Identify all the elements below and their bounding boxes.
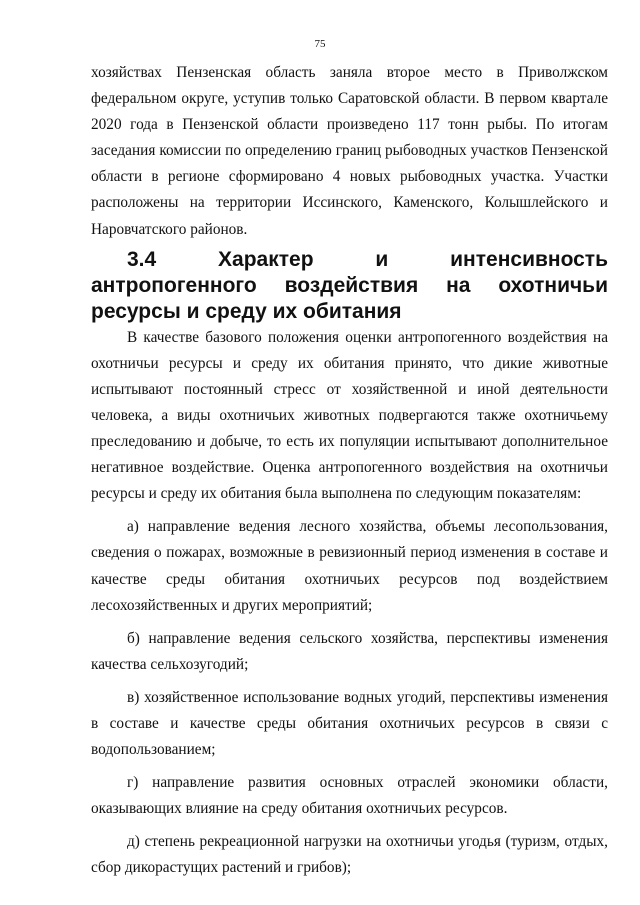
list-item-a: а) направление ведения лесного хозяйства, объемы лесопользования, сведения о пожарах, возможные в ревизионный период изменения в составе и качестве среды обитания охотничьих ресурсов под воздействием лесохозяйственных и других мероприятий;	[91, 518, 608, 614]
list-item-e: д) степень рекреационной нагрузки на охотничьи угодья (туризм, отдых, сбор дикорастущих растений и грибов);	[91, 833, 608, 877]
intro-paragraph: хозяйствах Пензенская область заняла второе место в Приволжском федеральном округе, уступив только Саратовской области. В первом квартале 2020 года в Пензенской области произведено 117 тонн рыбы. По итогам заседания комиссии по определению границ рыбоводных участков Пензенской области в регионе сформировано 4 новых рыбоводных участка. Участки расположены на территории Иссинского, Каменского, Колышлейского и Наровчатского районов.	[91, 64, 608, 238]
section-paragraph: В качестве базового положения оценки антропогенного воздействия на охотничьи ресурсы и среду их обитания принято, что дикие животные испытывают постоянный стресс от хозяйственной и иной деятельности человека, а виды охотничьих животных подвергаются также охотничьему преследованию и добыче, то есть их популяции испытывают дополнительное негативное воздействие. Оценка антропогенного воздействия на охотничьи ресурсы и среду их обитания была выполнена по следующим показателям:	[91, 328, 608, 503]
page-body	[91, 60, 608, 882]
list-item-c: в) хозяйственное использование водных угодий, перспективы изменения в составе и качестве среды обитания охотничьих ресурсов в связи с водопользованием;	[91, 688, 608, 759]
page-number: 75	[314, 38, 326, 50]
section-heading: 3.4 Характер и интенсивность антропогенного воздействия на охотничьи ресурсы и среду их обитания	[91, 247, 608, 323]
list-item-b: б) направление ведения сельского хозяйства, перспективы изменения качества сельхозугодий;	[91, 629, 608, 673]
list-item-d: г) направление развития основных отраслей экономики области, оказывающих влияние на среду обитания охотничьих ресурсов.	[91, 774, 608, 818]
